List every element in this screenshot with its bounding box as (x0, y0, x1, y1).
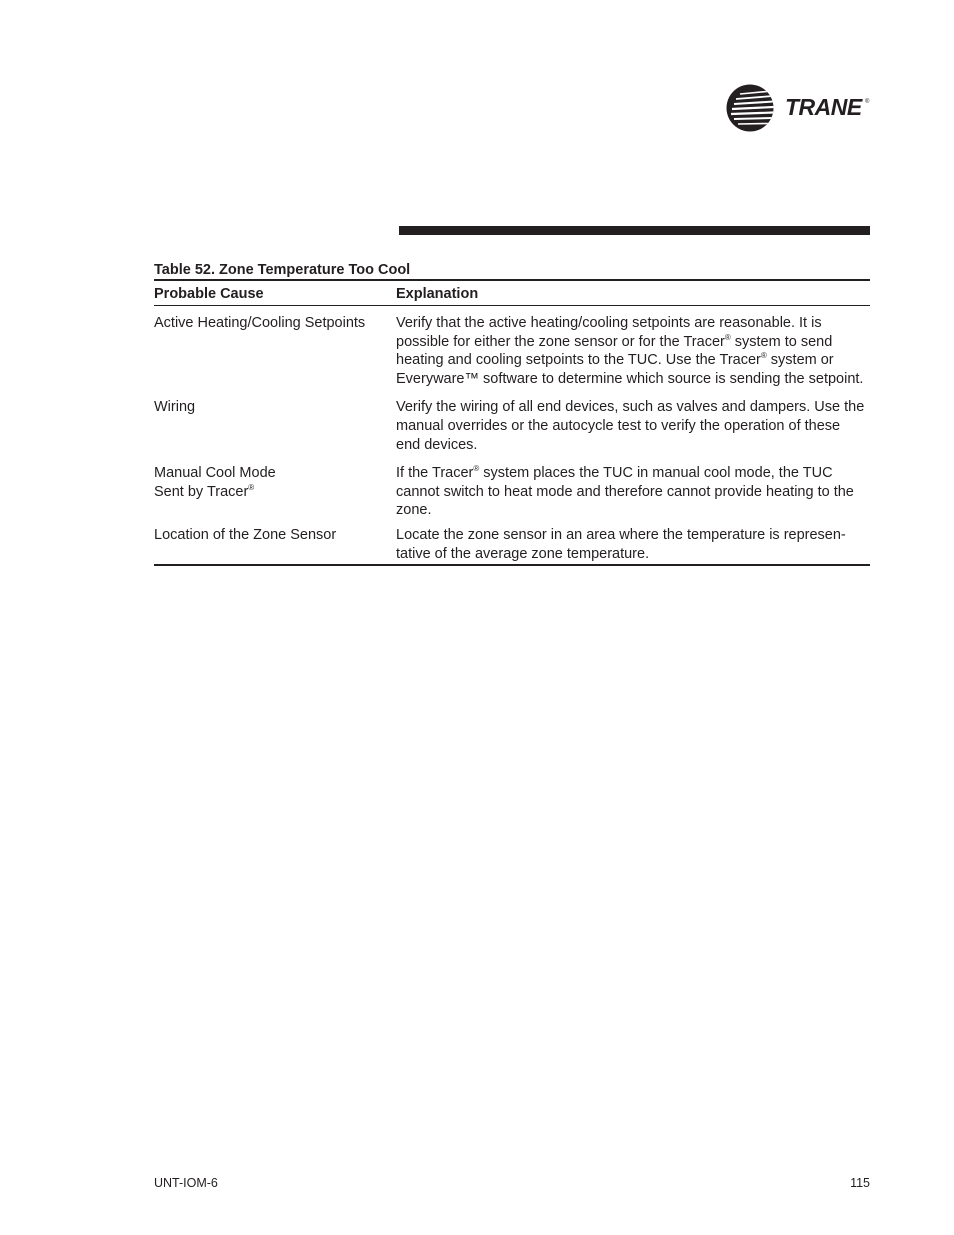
header-explanation: Explanation (396, 286, 479, 302)
registered-mark: ® (473, 464, 480, 474)
brand-name: TRANE (785, 94, 862, 120)
cause-line (154, 483, 396, 502)
document-id: UNT-IOM-6 (154, 1176, 218, 1190)
header-probable-cause: Probable Cause (154, 286, 264, 302)
explanation-cell: Locate the zone sensor in an area where the temperature is represen-tative of the average zone temperature. (396, 526, 846, 562)
explanation-cell: Verify the wiring of all end devices, such as valves and dampers. Use the manual overrides or the autocycle test to verify the operation of these end devices. (396, 399, 865, 453)
troubleshooting-table (154, 261, 870, 566)
explanation-text: Verify that the active heating/cooling setpoints are reasonable. It is possible for either the zone sensor or for the Tracer (396, 315, 822, 350)
table-row (154, 520, 870, 566)
cause-text: Sent by Tracer (154, 483, 249, 500)
explanation-text: If the Tracer (396, 465, 474, 482)
explanation-cell (396, 314, 870, 388)
section-header-bar (399, 226, 870, 235)
trane-logo (726, 84, 872, 132)
cause-cell: Active Heating/Cooling Setpoints (154, 315, 366, 331)
cause-line: Manual Cool Mode (154, 465, 276, 482)
explanation-text: system to send heating and cooling setpoints to the TUC. Use the Tracer (396, 333, 833, 369)
registered-mark: ® (760, 351, 767, 361)
explanation-cell (396, 464, 870, 520)
page-number: 115 (850, 1176, 870, 1190)
cause-cell: Wiring (154, 399, 196, 416)
table-header-row (154, 281, 870, 306)
table-row (154, 454, 870, 520)
brand-registered-mark: ® (865, 99, 870, 105)
cause-cell: Location of the Zone Sensor (154, 526, 337, 543)
explanation-text: system or Everyware™ software to determine which source is sending the setpoint. (396, 352, 864, 387)
cause-cell (154, 464, 396, 520)
registered-mark: ® (248, 482, 255, 492)
table-row (154, 388, 870, 454)
table-row (154, 306, 870, 388)
registered-mark: ® (724, 332, 731, 342)
table-title: Table 52. Zone Temperature Too Cool (154, 261, 870, 281)
explanation-text: system places the TUC in manual cool mode, the TUC cannot switch to heat mode and therefore cannot provide heating to the zone. (396, 465, 854, 519)
